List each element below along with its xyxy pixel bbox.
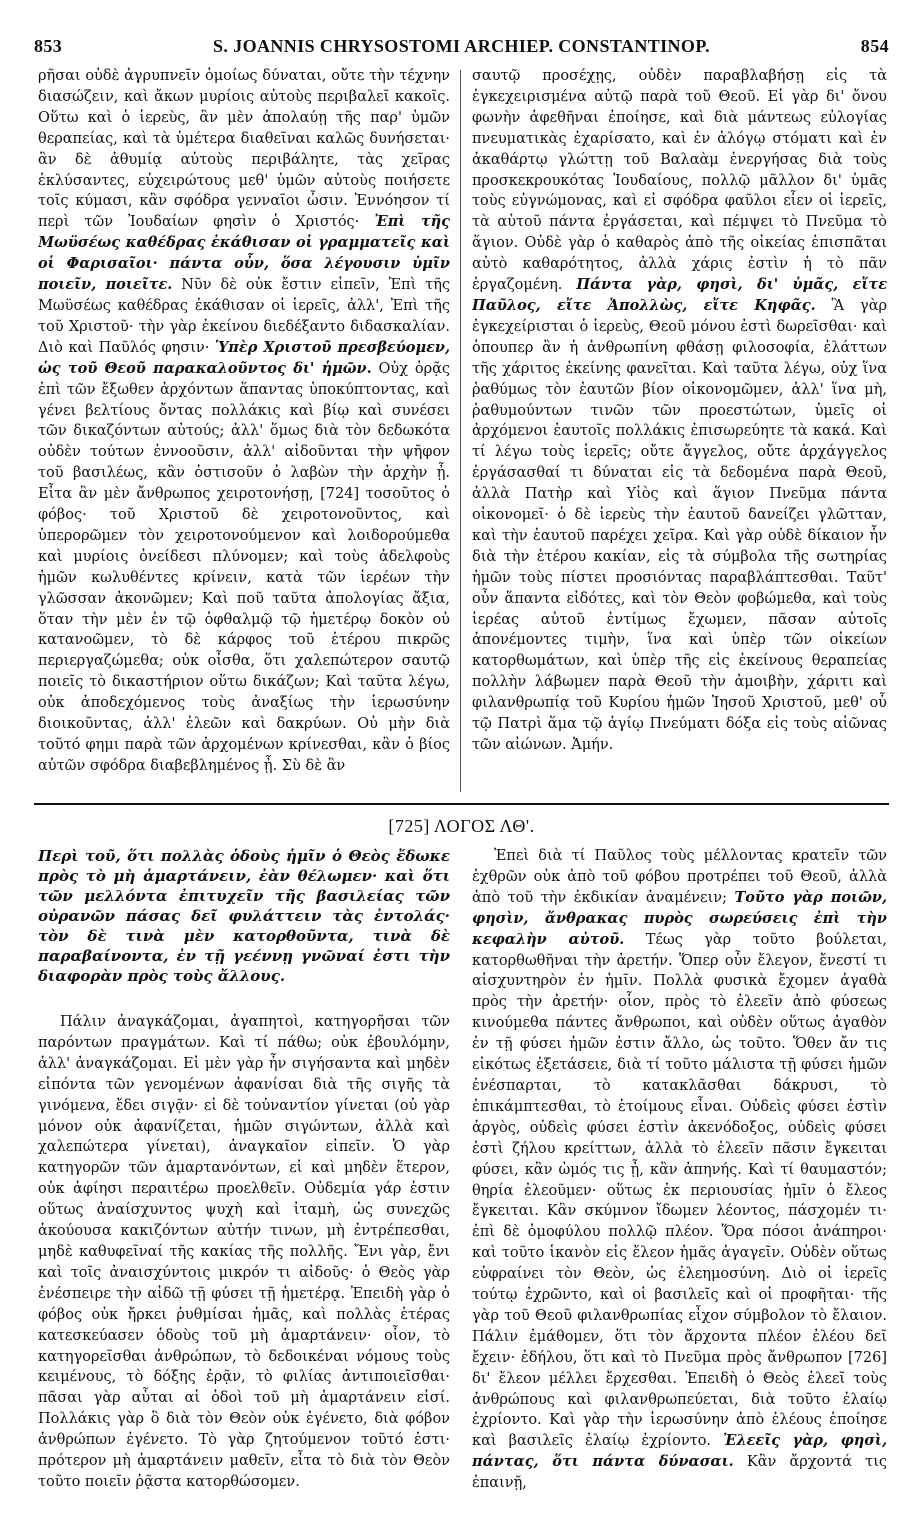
scripture-quote: Ὑπὲρ Χριστοῦ πρεσβεύομεν, ὡς τοῦ Θεοῦ παρακαλοῦντος δι' ἡμῶν. (38, 338, 450, 377)
scripture-quote: Πάντα γὰρ, φησὶ, δι' ὑμᾶς, εἴτε Παῦλος, εἴτε Ἀπολλὼς, εἴτε Κηφᾶς. (472, 276, 887, 314)
paragraph: ρῆσαι οὐδὲ ἀγρυπνεῖν ὁμοίως δύναται, οὔτε τὴν τέχνην διασώζειν, καὶ ἄκων μυρίοις αὐτοὺς περιβαλεῖ κακοῖς. Οὕτω καὶ ὁ ἱερεὺς, ἂν μὲν ἀπολαύῃ τῆς παρ' ὑμῶν θεραπείας, καὶ τὰ ὑμέτερα διαθεῖναι καλῶς δυνήσεται· ἂν δὲ ἀθυμίᾳ αὐτοὺς περιβάλητε, τὰς χεῖρας ἐκλύσαντες, εὐχειρώτους μεθ' ὑμῶν αὐτοὺς ποιήσετε τοῖς κύμασι, κἂν σφόδρα γενναῖοι ὦσιν. Ἐννόησον τί περὶ τῶν Ἰουδαίων φησὶν ὁ Χριστός· Ἐπὶ τῆς Μωϋσέως καθέδρας ἐκάθισαν οἱ γραμματεῖς καὶ οἱ Φαρισαῖοι· πάντα οὖν, ὅσα λέγουσιν ὑμῖν ποιεῖν, ποιεῖτε. Νῦν δὲ οὐκ ἔστιν εἰπεῖν, Ἐπὶ τῆς Μωϋσέως καθέδρας ἐκάθισαν οἱ ἱερεῖς, ἀλλ', Ἐπὶ τῆς τοῦ Χριστοῦ· τὴν γὰρ ἐκείνου διεδέξαντο διδασκαλίαν. Διὸ καὶ Παῦλός φησιν· Ὑπὲρ Χριστοῦ πρεσβεύομεν, ὡς τοῦ Θεοῦ παρακαλοῦντος δι' ἡμῶν. Οὐχ ὁρᾷς ἐπὶ τῶν ἔξωθεν ἀρχόντων ἅπαντας ὑποκύπτοντας, καὶ γένει βελτίους ὄντας πολλάκις καὶ βίῳ καὶ συνέσει τῶν δικαζόντων αὐτούς; ἀλλ' ὅμως διὰ τὸν δεδωκότα οὐδὲν τούτων ἐννοοῦσιν, ἀλλ' αἰδοῦνται τὴν ψῆφον τοῦ βασιλέως, κἂν ὁστισοῦν ὁ λαβὼν τὴν ἀρχὴν ᾖ. Εἶτα ἂν μὲν ἄνθρωπος χειροτονήσῃ, [724] τοσοῦτος ὁ φόβος· τοῦ Χριστοῦ δὲ χειροτονοῦντος, καὶ ὑπερορῶμεν τὸν χειροτονούμενον καὶ λοιδορούμεθα καὶ μυρίοις ὀνείδεσι πλύνομεν; καὶ τοὺς ἀδελφοὺς ἡμῶν κωλυθέντες κρίνειν, κατὰ τῶν ἱερέων τὴν γλῶσσαν ἀκονῶμεν; Καὶ ποῦ ταῦτα ἀπολογίας ἄξια, ὅταν τὴν μὲν ἐν τῷ ὀφθαλμῷ τῷ ἡμετέρῳ δοκὸν οὐ κατανοῶμεν, τὸ δὲ κάρφος τοῦ ἑτέρου πικρῶς περιεργαζώμεθα; οὐκ οἶσθα, ὅτι χαλεπώτερον σαυτῷ ποιεῖς τὸ δικαστήριον οὕτω δικάζων; Καὶ ταῦτα λέγω, οὐκ ἀποδεχόμενος τοὺς ἀναξίως τὴν ἱερωσύνην διοικοῦντας, ἀλλ' ἐλεῶν καὶ δακρύων. Οὐ μὴν διὰ τοῦτό φημι παρὰ τῶν ἀρχομένων κρίνεσθαι, κἂν ὁ βίος αὐτῶν σφόδρα διαβεβλημένος ᾖ. Σὺ δὲ ἂν (38, 68, 450, 774)
column-divider (460, 70, 461, 792)
scripture-quote: Ἐλεεῖς γὰρ, φησὶ, πάντας, ὅτι πάντα δύνασαι. (472, 1432, 887, 1471)
paragraph: Ἐπεὶ διὰ τί Παῦλος τοὺς μέλλοντας κρατεῖν τῶν ἐχθρῶν οὐκ ἀπὸ τοῦ φόβου προτρέπει τοῦ Θεοῦ, ἀλλὰ ἀπὸ τοῦ τὴν ἐκδικίαν ἀναμένειν; Τοῦτο γὰρ ποιῶν, φησὶν, ἄνθρακας πυρὸς σωρεύσεις ἐπὶ τὴν κεφαλὴν αὐτοῦ. Τέως γὰρ τοῦτο βούλεται, κατορθωθῆναι τὴν ἀρετήν. Ὅπερ οὖν ἔλεγον, ἔνεστί τι αἰσχυντηρὸν ἐν ἡμῖν. Πολλὰ φυσικὰ ἔχομεν ἀγαθὰ πρὸς τὴν ἀρετήν· οἷον, πρὸς τὸ ἐλεεῖν ἀπὸ φύσεως κινούμεθα πάντες ἄνθρωποι, καὶ οὐδὲν οὕτως ἀγαθὸν ἐν τῇ φύσει ἡμῶν ἐστιν ἄλλο, ὡς τοῦτο. Ὅθεν ἄν τις εἰκότως ἐξετάσειε, διὰ τί τοῦτο μάλιστα τῇ φύσει ἡμῶν ἐνέσπαρται, τὸ κατακλᾶσθαι δάκρυσι, τὸ ἐπικάμπτεσθαι, τὸ ἑτοίμους εἶναι. Οὐδεὶς φύσει ἐστὶν ἀργὸς, οὐδεὶς φύσει ἐστὶν ἀκενόδοξος, οὐδεὶς φύσει ἐστὶ ζήλου κρείττων, ἀλλὰ τὸ ἐλεεῖν πᾶσιν ἔγκειται φύσει, κἂν ὠμός τις ᾖ, κἂν ἀπηνής. Καὶ τί θαυμαστόν; θηρία ἐλεοῦμεν· οὕτως ἐκ περιουσίας ἡμῖν ὁ ἔλεος ἔγκειται. Κἂν σκύμνον ἴδωμεν λέοντος, πάσχομέν τι· ἐπὶ δὲ ὁμοφύλου πολλῷ πλέον. Ὅρα πόσοι ἀνάπηροι· καὶ τοῦτο ἱκανὸν εἰς ἔλεον ἡμᾶς ἀγαγεῖν. Οὐδὲν οὕτως εὐφραίνει τὸν Θεὸν, ὡς ἐλεημοσύνη. Διὸ οἱ ἱερεῖς τούτῳ ἐχρῶντο, καὶ οἱ βασιλεῖς καὶ οἱ προφῆται· τῆς γὰρ τοῦ Θεοῦ φιλανθρωπίας εἶχον σύμβολον τὸ ἔλαιον. Πάλιν ἐμάθομεν, ὅτι τὸν ἄρχοντα πλέον ἐλέου δεῖ ἔχειν· ἐδήλου, ὅτι καὶ τὸ Πνεῦμα πρὸς ἄνθρωπον [726] δι' ἔλεον μέλλει ἔρχεσθαι. Ἐπειδὴ ὁ Θεὸς ἐλεεῖ τοὺς ἀνθρώπους καὶ φιλανθρωπεύεται, διὰ τοῦτο ἐλαίῳ ἐχρίοντο. Καὶ γὰρ τὴν ἱερωσύνην ἀπὸ ἐλέους ἐποίησε καὶ βασιλεῖς ἐλαίῳ ἐχρίοντο. Ἐλεεῖς γὰρ, φησὶ, πάντας, ὅτι πάντα δύνασαι. Κἂν ἄρχοντά τις ἐπαινῇ, (472, 848, 887, 1492)
bottom-left-column (38, 846, 450, 1516)
top-right-column (472, 66, 887, 796)
paragraph: Πάλιν ἀναγκάζομαι, ἀγαπητοὶ, κατηγορῆσαι τῶν παρόντων πραγμάτων. Καὶ τί πάθω; οὐκ ἐβουλόμην, ἀλλ' ἀναγκάζομαι. Εἰ μὲν γὰρ ἦν σιγήσαντα καὶ μηδὲν εἰπόντα τῶν γενομένων ἀφανίσαι διὰ τῆς σιγῆς τὰ γινόμενα, ἔδει σιγᾷν· εἰ δὲ τοὐναντίον γίνεται (οὐ γὰρ μόνον οὐκ ἀφανίζεται, ἡμῶν σιγώντων, ἀλλὰ καὶ χαλεπώτερα γίνεται), ἀναγκαῖον εἰπεῖν. Ὁ γὰρ κατηγορῶν τῶν ἁμαρτανόντων, εἰ καὶ μηδὲν ἕτερον, οὐκ ἀφίησι περαιτέρω προελθεῖν. Οὐδεμία γάρ ἐστιν οὕτως ἀναίσχυντος ψυχὴ καὶ ἰταμὴ, ὡς συνεχῶς ἀκούουσα κακιζόντων αὐτήν τινων, μὴ ἐντρέπεσθαι, μηδὲ καθυφεῖναί τῆς κακίας τῆς πολλῆς. Ἔνι γὰρ, ἔνι καὶ τοῖς ἀναισχύντοις μικρόν τι αἰδοῦς· ὁ Θεὸς γὰρ ἐνέσπειρε τὴν αἰδῶ τῇ φύσει τῇ ἡμετέρᾳ. Ἐπειδὴ γὰρ ὁ φόβος οὐκ ἤρκει ῥυθμίσαι ἡμᾶς, καὶ πολλὰς ἑτέρας κατεσκεύασεν ὁδοὺς τοῦ μὴ ἁμαρτάνειν· οἷον, τὸ κατηγορεῖσθαι ἀνθρώπων, τὸ δεδοικέναι νόμους τοὺς κειμένους, τὸ δόξης ἐρᾷν, τὸ φιλίας ἀντιποιεῖσθαι· πᾶσαι γὰρ αὗται αἱ ὁδοὶ τοῦ μὴ ἁμαρτάνειν εἰσί. Πολλάκις γὰρ ὃ διὰ τὸν Θεὸν οὐκ ἐγένετο, διὰ φόβον ἀνθρώπων ἐγένετο. Τὸ γὰρ ζητούμενον τοῦτό ἐστι· πρότερον μὴ ἁμαρτάνειν μαθεῖν, εἶτα τὸ διὰ τὸν Θεὸν τοῦτο ποιεῖν ῥᾷστα κατορθώσομεν. (38, 1014, 450, 1490)
page-number-right: 854 (860, 36, 889, 56)
top-left-column (38, 66, 450, 796)
scripture-quote: Ἐπὶ τῆς Μωϋσέως καθέδρας ἐκάθισαν οἱ γραμματεῖς καὶ οἱ Φαρισαῖοι· πάντα οὖν, ὅσα λέγουσιν ὑμῖν ποιεῖν, ποιεῖτε. (38, 213, 450, 294)
running-header (34, 36, 889, 62)
paragraph: σαυτῷ προσέχῃς, οὐδὲν παραβλαβήσῃ εἰς τὰ ἐγκεχειρισμένα αὐτῷ παρὰ τοῦ Θεοῦ. Εἰ γὰρ δι' ὄνου φωνὴν ἀφεθῆναι ἐποίησε, καὶ διὰ μάντεως εὐλογίας πνευματικὰς ἐχαρίσατο, καὶ ἐν ἀλόγῳ στόματι καὶ ἐν ἀκαθάρτῳ γλώττῃ τοῦ Βαλαὰμ ἐνεργήσας διὰ τοὺς προσκεκρουκότας Ἰουδαίους, πολλῷ μᾶλλον δι' ὑμᾶς τοὺς εὐγνώμονας, καὶ εἰ σφόδρα φαῦλοι εἶεν οἱ ἱερεῖς, τὰ αὑτοῦ πάντα ἐργάσεται, καὶ πέμψει τὸ Πνεῦμα τὸ ἅγιον. Οὐδὲ γὰρ ὁ καθαρὸς ἀπὸ τῆς οἰκείας ἐπισπᾶται αὐτὸ καθαρότητος, ἀλλὰ χάρις ἐστὶν ἡ τὸ πᾶν ἐργαζομένη. Πάντα γὰρ, φησὶ, δι' ὑμᾶς, εἴτε Παῦλος, εἴτε Ἀπολλὼς, εἴτε Κηφᾶς. Ἃ γὰρ ἐγκεχείρισται ὁ ἱερεὺς, Θεοῦ μόνου ἐστὶ δωρεῖσθαι· καὶ ὁπουπερ ἂν ἡ ἀνθρωπίνη φθάσῃ φιλοσοφία, ἐλάττων τῆς χάριτος ἐκείνης φανεῖται. Καὶ ταῦτα λέγω, οὐχ ἵνα ῥαθύμως τὸν ἑαυτῶν βίον οἰκονομῶμεν, ἀλλ' ἵνα μὴ, ῥαθυμούντων τινῶν τῶν προεστώτων, ὑμεῖς οἱ ἀρχόμενοι ἑαυτοῖς πολλάκις ἐπισωρεύητε τὰ κακά. Καὶ τί λέγω τοὺς ἱερεῖς; οὔτε ἄγγελος, οὔτε ἀρχάγγελος ἐργάσασθαί τι δύναται εἰς τὰ δεδομένα παρὰ Θεοῦ, ἀλλὰ Πατὴρ καὶ Υἱὸς καὶ ἅγιον Πνεῦμα πάντα οἰκονομεῖ· ὁ δὲ ἱερεὺς τὴν ἑαυτοῦ δανείζει γλῶτταν, καὶ τὴν ἑαυτοῦ παρέχει χεῖρα. Καὶ γὰρ οὐδὲ δίκαιον ἦν διὰ τὴν ἑτέρου κακίαν, εἰς τὰ σύμβολα τῆς σωτηρίας ἡμῶν τοὺς πίστει προσιόντας παραβλάπτεσθαι. Ταῦτ' οὖν ἅπαντα εἰδότες, καὶ τὸν Θεὸν φοβώμεθα, καὶ τοὺς ἱερέας αὐτοῦ ἐντίμως ἔχωμεν, πᾶσαν αὐτοῖς ἀπονέμοντες τιμὴν, ἵνα καὶ ὑπὲρ τῶν οἰκείων κατορθωμάτων, καὶ ὑπὲρ τῆς εἰς ἐκείνους θεραπείας πολλὴν λάβωμεν παρὰ Θεοῦ τὴν ἀμοιβὴν, χάριτι καὶ φιλανθρωπίᾳ τοῦ Κυρίου ἡμῶν Ἰησοῦ Χριστοῦ, μεθ' οὗ τῷ Πατρὶ ἅμα τῷ ἁγίῳ Πνεύματι δόξα εἰς τοὺς αἰῶνας τῶν αἰώνων. Ἀμήν. (472, 68, 887, 753)
bottom-right-column (472, 846, 887, 1516)
homily-heading: [725] ΛΟΓΟΣ ΛΘ'. (388, 816, 535, 836)
running-title: S. JOANNIS CHRYSOSTOMI ARCHIEP. CONSTANTINOP. (213, 36, 710, 56)
page-number-left: 853 (34, 36, 63, 56)
section-rule (34, 803, 889, 805)
homily-summary: Περὶ τοῦ, ὅτι πολλὰς ὁδοὺς ἡμῖν ὁ Θεὸς ἔδωκε πρὸς τὸ μὴ ἁμαρτάνειν, ἐὰν θέλωμεν· καὶ ὅτι τῶν μελλόντα ἐπιτυχεῖν τῆς βασιλείας τῶν οὐρανῶν πάσας δεῖ φυλάττειν τὰς ἐντολάς· τὸν δὲ τινὰ μὲν κατορθοῦντα, τινὰ δὲ παραβαίνοντα, ἐν τῇ γεέννῃ γνῶναί ἐστι τὴν διαφορὰν πρὸς τοὺς ἄλλους. (38, 847, 450, 985)
scripture-quote: Τοῦτο γὰρ ποιῶν, φησὶν, ἄνθρακας πυρὸς σωρεύσεις ἐπὶ τὴν κεφαλὴν αὐτοῦ. (472, 888, 887, 948)
